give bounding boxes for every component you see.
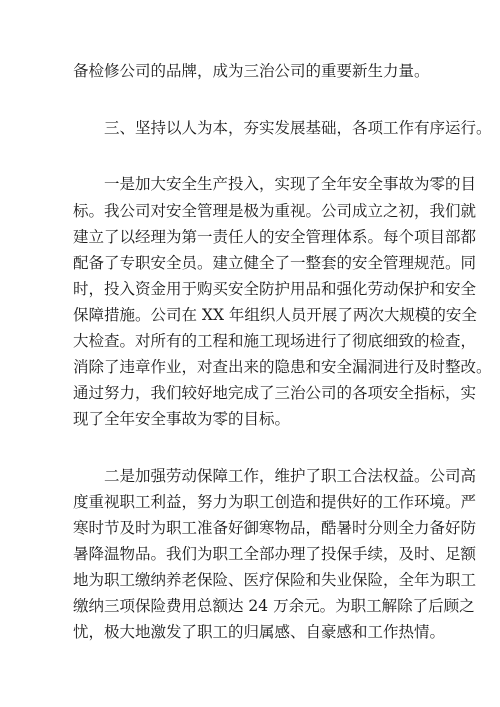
text-line: 配备了专职安全员。建立健全了一整套的安全管理规范。同 bbox=[73, 254, 477, 272]
text-line: 时，投入资金用于购买安全防护用品和强化劳动保护和安全 bbox=[73, 280, 477, 298]
section-heading: 三、坚持以人为本，夯实发展基础，各项工作有序运行。 bbox=[104, 119, 492, 137]
text-line: 寒时节及时为职工准备好御寒物品，酷暑时分则全力备好防 bbox=[73, 519, 477, 537]
text-line: 暑降温物品。我们为职工全部办理了投保手续，及时、足额 bbox=[73, 545, 477, 563]
text-line: 现了全年安全事故为零的目标。 bbox=[73, 410, 291, 428]
text-line: 建立了以经理为第一责任人的安全管理体系。每个项目部都 bbox=[73, 228, 477, 246]
text-line: 度重视职工利益，努力为职工创造和提供好的工作环境。严 bbox=[73, 493, 477, 511]
text-line: 通过努力，我们较好地完成了三治公司的各项安全指标，实 bbox=[73, 384, 477, 402]
text-line: 地为职工缴纳养老保险、医疗保险和失业保险，全年为职工 bbox=[73, 571, 477, 589]
text-line: 保障措施。公司在 XX 年组织人员开展了两次大规模的安全 bbox=[73, 306, 477, 324]
text-line: 备检修公司的品牌，成为三治公司的重要新生力量。 bbox=[73, 62, 430, 80]
text-line: 忧，极大地激发了职工的归属感、自豪感和工作热情。 bbox=[73, 623, 446, 641]
text-line: 二是加强劳动保障工作，维护了职工合法权益。公司高 bbox=[104, 467, 477, 485]
text-line: 标。我公司对安全管理是极为重视。公司成立之初，我们就 bbox=[73, 202, 477, 220]
text-line: 缴纳三项保险费用总额达 24 万余元。为职工解除了后顾之 bbox=[73, 597, 475, 615]
text-line: 大检查。对所有的工程和施工现场进行了彻底细致的检查， bbox=[73, 332, 477, 350]
text-line: 一是加大安全生产投入，实现了全年安全事故为零的目 bbox=[104, 175, 477, 193]
text-line: 消除了违章作业，对查出来的隐患和安全漏洞进行及时整改。 bbox=[73, 358, 492, 376]
